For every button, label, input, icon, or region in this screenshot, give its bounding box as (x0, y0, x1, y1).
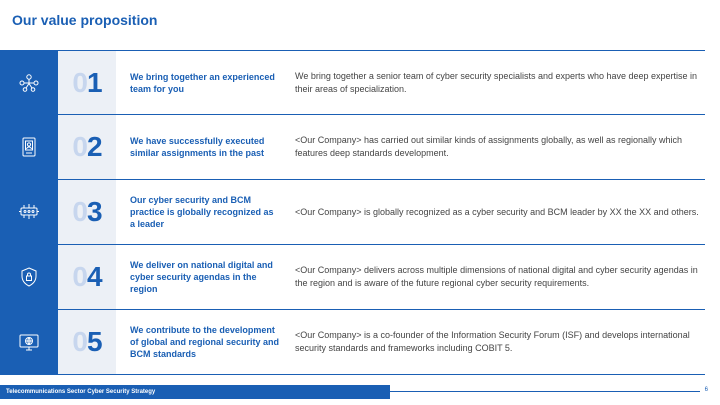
number-digit: 5 (87, 326, 102, 357)
shield-lock-icon (17, 265, 41, 289)
value-list (0, 50, 705, 375)
row-description: <Our Company> delivers across multiple dimensions of national digital and cyber security agendas in the region and is aware of the future regional cyber security requirements. (295, 265, 698, 288)
row-description: We bring together a senior team of cyber security specialists and experts who have deep expertise in their areas of specialization. (295, 70, 698, 94)
footer (0, 385, 720, 399)
row-icon-panel (0, 310, 58, 374)
row-description: <Our Company> is a co-founder of the Information Security Forum (ISF) and develops international security standards and frameworks including COBIT 5. (295, 330, 690, 353)
globe-monitor-icon (17, 330, 41, 354)
row-number (58, 115, 116, 179)
number-digit: 4 (87, 261, 102, 292)
number-digit: 3 (87, 196, 102, 227)
team-network-icon (17, 71, 41, 95)
row-description: <Our Company> has carried out similar kinds of assignments globally, as well as regionally which features deep standards development. (295, 135, 683, 158)
row-icon-panel (0, 115, 58, 179)
network-devices-icon (17, 200, 41, 224)
row-heading: We contribute to the development of global and regional security and BCM standards (130, 325, 280, 359)
value-row-1 (0, 50, 705, 115)
number-digit: 2 (87, 131, 102, 162)
number-prefix: 0 (72, 131, 87, 162)
row-description: <Our Company> is globally recognized as a cyber security and BCM leader by XX the XX and others. (295, 206, 699, 217)
footer-label: Telecommunications Sector Cyber Security Strategy (0, 385, 390, 399)
footer-divider (390, 391, 700, 392)
number-digit: 1 (87, 66, 102, 98)
number-prefix: 0 (72, 326, 87, 357)
row-number (58, 180, 116, 244)
row-number (58, 245, 116, 309)
row-number (58, 310, 116, 374)
row-heading: We bring together an experienced team for you (130, 71, 275, 94)
row-heading: We have successfully executed similar assignments in the past (130, 136, 265, 158)
number-prefix: 0 (72, 261, 87, 292)
number-prefix: 0 (72, 196, 87, 227)
number-prefix: 0 (72, 66, 87, 98)
value-row-4 (0, 245, 705, 310)
value-row-5 (0, 310, 705, 375)
page-number: 6 (704, 387, 708, 393)
row-icon-panel (0, 51, 58, 114)
row-heading: We deliver on national digital and cyber security agendas in the region (130, 260, 273, 294)
id-badge-icon (17, 135, 41, 159)
value-row-3 (0, 180, 705, 245)
value-row-2 (0, 115, 705, 180)
page-title: Our value proposition (12, 12, 158, 28)
row-icon-panel (0, 180, 58, 244)
row-number (58, 51, 116, 114)
row-heading: Our cyber security and BCM practice is globally recognized as a leader (130, 195, 274, 229)
row-icon-panel (0, 245, 58, 309)
